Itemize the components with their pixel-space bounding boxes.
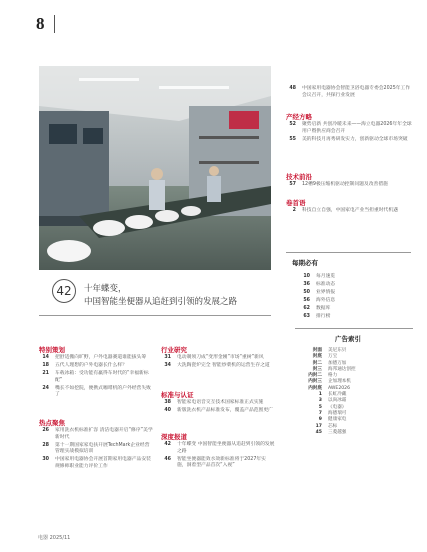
ad-advertiser: 加德万加 [328,360,347,366]
ad-advertiser: AWE2026 [328,385,351,391]
item-number: 56 [303,298,310,304]
section-title-hotspot: 热点聚焦 [39,419,65,427]
ad-position: 内封三 [308,379,322,385]
ad-position: 5 [318,404,322,410]
section-standards-list [161,400,277,416]
item-number: 18 [42,363,49,369]
item-text: 智能坐便器能效水效新标准将于2027年实施，洞着型产品首次“入视” [177,456,266,469]
ad-advertiser: 长虹冷藏 [328,392,347,398]
item-text: 十年蝶变 中国智能坐便器从追赶到引领的发展之路 [177,442,275,454]
list-item[interactable] [300,306,410,313]
ad-index-title: 广告索引 [335,335,361,343]
section-tech-list [286,182,416,190]
ad-position: 45 [315,429,322,435]
ad-advertiser: 《电器》 [328,404,347,410]
ad-advertiser: 芯标 [328,423,338,429]
list-item[interactable] [300,282,410,289]
item-text: 海外信息 [316,298,336,304]
ad-index-list [300,348,415,436]
ad-advertiser: 健康家电 [328,417,347,423]
ad-position: 3 [318,398,322,404]
list-item[interactable] [300,274,410,281]
must-read-top-rule [286,252,411,253]
item-text: 智能家电语音交互技术国家标准正式实施 [177,400,264,405]
item-number: 48 [289,86,296,91]
list-item[interactable] [161,363,277,370]
list-item[interactable] [161,457,277,470]
item-text: 数据库 [316,306,331,312]
item-number: 36 [303,282,310,288]
item-text: 排行榜 [316,314,331,320]
item-number: 31 [164,355,171,360]
must-read-list [300,274,410,323]
ad-advertiser: 万宝 [328,354,338,360]
item-text: 业界情报 [316,290,336,296]
item-number: 38 [164,400,171,405]
item-text: 把舒适搬向旷野，户外电器赛道谁能拔头筹 [55,355,147,360]
item-text: 每月速览 [316,274,336,279]
list-item[interactable] [39,457,155,470]
ad-position: 内封二 [308,373,322,379]
ad-row[interactable] [300,430,415,436]
ad-position: 封三 [312,366,322,372]
section-title-industry: 产经方略 [286,113,312,121]
list-item[interactable] [39,428,155,441]
item-number: 2 [292,208,296,213]
section-industry-list [286,122,416,145]
section-special-list [39,355,155,401]
list-item[interactable] [39,363,155,370]
section-title-special: 特别策划 [39,346,65,354]
item-text: 中国家用电器协会开展首期家用电器产品安装规修师职业能力评价工作 [55,457,151,469]
ad-position: 内封底 [308,385,322,391]
list-item[interactable] [286,122,416,135]
page-number-divider [54,15,55,33]
factory-photo-illustration [39,66,271,270]
section-editorial-list [286,208,416,216]
section-indepth-list [161,442,277,471]
item-text: 聚势启新 共创冷暖未来——海立电器2026年年全球用户暨供应商会召开 [302,122,412,134]
ad-advertiser: 企加理本机 [328,379,351,385]
list-item[interactable] [300,290,410,297]
section-title-indepth: 深度报道 [161,433,187,441]
section-title-editorial: 卷首语 [286,199,306,207]
ad-position: 9 [318,417,322,423]
list-item[interactable] [39,386,155,399]
item-number: 46 [164,456,171,462]
item-number: 57 [289,182,296,187]
ad-advertiser: 美尼东贝 [328,348,347,353]
factory-photo [39,66,271,270]
item-text: 家用洗衣机标准扩容 清洁电器开启“修序”美学新时代 [55,428,153,440]
page-number: 8 [36,14,45,33]
ad-advertiser: 海邦通达创控 [328,366,356,372]
item-number: 55 [289,136,296,142]
ad-advertiser: 三菱越强 [328,429,347,435]
item-text: 嘴长不如挖院，便携式咖啡机的户外经营失败了 [55,385,151,398]
feature-divider [39,315,271,316]
item-text: 12槽9极压缩机驱动控制问题及改善措施 [302,182,388,187]
feature-title-line2: 中国智能坐便器从追赶到引领的发展之路 [84,297,238,307]
item-number: 42 [164,442,171,447]
list-item[interactable] [161,400,277,407]
ad-advertiser: 以尚冰霜 [328,398,347,404]
item-text: 大洗陶瓷炉完全 智能炒菜机的运营生存之道 [177,363,270,369]
item-number: 34 [164,363,171,369]
item-text: 第十一期国家家电扶开展TechMark企业经营管理实战模拟培训 [55,442,150,455]
list-item[interactable] [300,298,410,305]
must-read-title: 每期必有 [292,259,318,267]
item-number: 26 [42,428,49,433]
ad-advertiser: 格力 [328,373,338,379]
list-item[interactable] [161,408,277,415]
item-text: 电动剃须刀成“变形金刚”市场“重树”新风 [177,355,264,360]
item-text: 美的科技月再秀研发实力，创新驱动全球市场突破 [302,136,408,142]
list-item[interactable] [39,355,155,362]
list-item[interactable] [161,442,277,455]
item-text: 车载冰箱：受功能有赢得车时代的“幸福新标配” [55,371,149,383]
list-item[interactable] [161,355,277,362]
item-number: 63 [303,314,310,320]
list-item[interactable] [39,371,155,384]
item-number: 30 [42,457,49,463]
item-text: 标准动态 [316,282,336,288]
item-text: 中国家用电器协会智能卫浴电器专委会2025年工作会议召开，共探行业发展 [302,86,411,98]
item-number: 62 [303,306,310,312]
item-number: 40 [164,408,171,414]
ad-position: 1 [318,392,322,398]
section-title-tech: 技术前沿 [286,173,312,181]
item-number: 14 [42,355,49,360]
feature-page-number: 42 [52,279,76,303]
ad-position: 7 [318,410,322,416]
list-item[interactable] [286,86,416,99]
section-research-list [161,355,277,371]
item-number: 50 [303,290,310,296]
item-text: 新版洗衣机产品标准发布，覆盖产品范围更广 [177,408,273,414]
item-number: 24 [42,385,49,391]
section-title-standards: 标准与认证 [161,391,194,399]
item-number: 52 [289,122,296,127]
ad-position: 封底 [312,354,322,360]
item-number: 21 [42,371,49,377]
list-item[interactable] [300,314,410,321]
list-item[interactable] [286,208,416,215]
ad-position: 封二 [312,360,322,366]
feature-title-line1: 十年蝶变， [84,284,127,294]
item-number: 10 [303,274,310,279]
list-item[interactable] [39,443,155,456]
ad-index-top-rule [295,328,413,329]
section-hotspot-list [39,428,155,472]
list-item[interactable] [286,137,416,144]
toc-top-list [286,86,416,101]
ad-position: 17 [315,423,322,429]
item-text: 科技自立自强，中国家电产业当担重时代机遇 [302,208,398,213]
section-title-research: 行业研究 [161,346,187,354]
item-text: 五代人理想的户外电器长什么样？ [55,363,127,369]
ad-position: 封面 [312,348,322,353]
page-footer: 电器 2025/11 [38,535,71,541]
item-number: 28 [42,442,49,448]
list-item[interactable] [286,182,416,189]
ad-advertiser: 海德瑞可 [328,410,347,416]
